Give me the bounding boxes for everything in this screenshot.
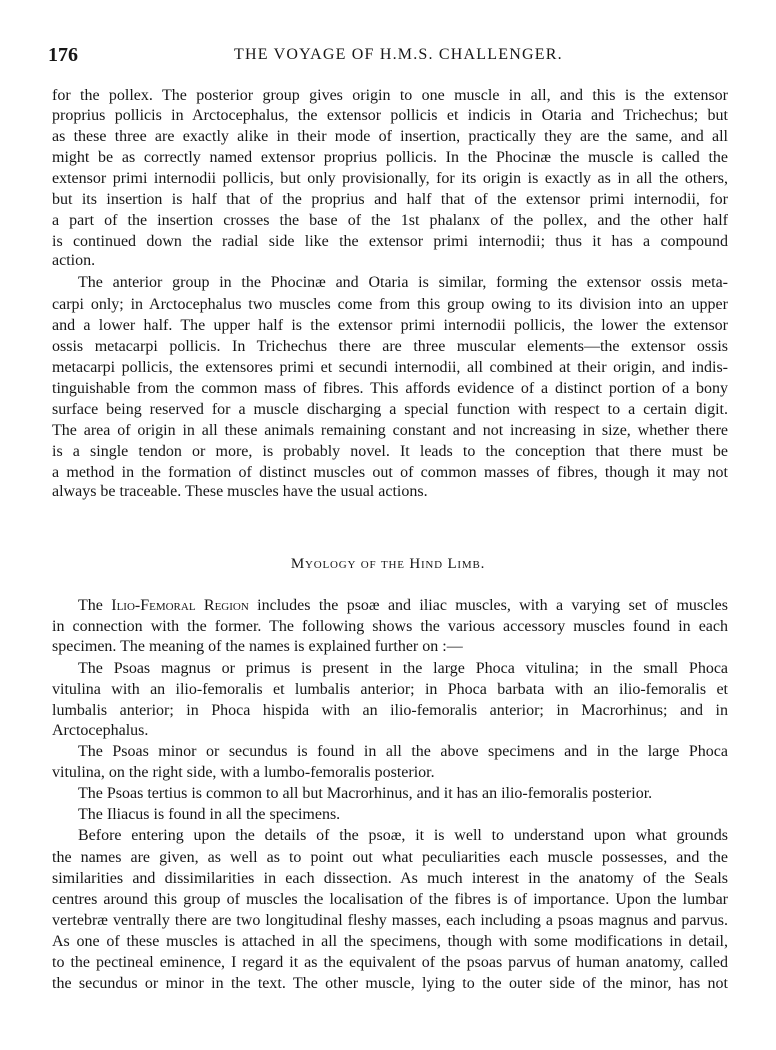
text-line: The Psoas magnus or primus is present in the large Phoca vitulina; in the small Phoca [78, 660, 729, 677]
text-line: extensor primi internodii pollicis, but only provisionally, for its origin is exactly as in all the others, [52, 170, 728, 187]
text-line: vertebræ ventrally there are two longitudinal fleshy masses, each including a psoas magnus and parvus. [52, 912, 728, 929]
text-line: proprius pollicis in Arctocephalus, the extensor pollicis et indicis in Otaria and Trichechus; but [52, 107, 729, 124]
text-line: always be traceable. These muscles have the usual actions. [52, 483, 428, 500]
text-line: ossis metacarpi pollicis. In Trichechus there are three muscular elements—the extensor ossis [52, 338, 729, 355]
text-line: in connection with the former. The following shows the various accessory muscles found in each [52, 618, 728, 635]
text-line: the names are given, as well as to point out what peculiarities each muscle possesses, and the [52, 849, 728, 866]
text-line: lumbalis anterior; in Phoca hispida with an ilio-femoralis anterior; in Macrorhinus; and in [52, 702, 728, 719]
text-line: surface being reserved for a muscle discharging a special function with respect to a certain digit. [52, 401, 728, 418]
text-line: The area of origin in all these animals remaining constant and not increasing in size, whether there [52, 422, 728, 439]
text-line: similarities and dissimilarities in each dissection. As much interest in the anatomy of the Seals [52, 870, 728, 887]
text-line: Arctocephalus. [52, 722, 149, 739]
text-line: The Psoas minor or secundus is found in all the above specimens and in the large Phoca [78, 743, 728, 760]
page-number: 176 [48, 44, 78, 66]
text-line: to the pectineal eminence, I regard it as the equivalent of the psoas parvus of human anatomy, called [52, 954, 728, 971]
text-line: The Psoas tertius is common to all but Macrorhinus, and it has an ilio-femoralis posterior. [78, 785, 653, 802]
text-line: but its insertion is half that of the proprius and half that of the extensor primi internodii, for [52, 191, 728, 208]
text-line: action. [52, 252, 96, 269]
text-line: The Ilio-Femoral Region includes the psoæ and iliac muscles, with a varying set of muscles [78, 597, 728, 614]
text-line: metacarpi pollicis, the extensores primi et secundi internodii, all combined at their origin, and indis- [52, 359, 728, 376]
running-title: THE VOYAGE OF H.M.S. CHALLENGER. [234, 46, 563, 63]
text-line: carpi only; in Arctocephalus two muscles come from this group owing to its division into an upper [52, 296, 728, 313]
text-line: specimen. The meaning of the names is explained further on :— [52, 638, 463, 655]
section-heading: Myology of the Hind Limb. [290, 556, 486, 572]
text-line: tinguishable from the common mass of fibres. This affords evidence of a distinct portion of a bony [52, 380, 728, 397]
text-line: for the pollex. The posterior group gives origin to one muscle in all, and this is the extensor [52, 87, 728, 104]
text-line: vitulina with an ilio-femoralis et lumbalis anterior; in Phoca barbata with an ilio-femoralis et [52, 681, 728, 698]
text-line: Before entering upon the details of the psoæ, it is well to understand upon what grounds [78, 827, 728, 844]
text-line: the secundus or minor in the text. The other muscle, lying to the outer side of the minor, has not [52, 975, 728, 992]
text-line: as these three are exactly alike in their mode of insertion, practically they are the same, and all [52, 128, 728, 145]
text-line: a method in the formation of distinct muscles out of common masses of fibres, though it may not [52, 464, 728, 481]
text-line: The Iliacus is found in all the specimens. [78, 806, 341, 823]
text-line: centres around this group of muscles the localisation of the fibres is of importance. Upon the lumbar [52, 891, 728, 908]
text-line: might be as correctly named extensor proprius pollicis. In the Phocinæ the muscle is called the [52, 149, 728, 166]
text-line: is continued down the radial side like the extensor primi internodii; thus it has a compound [52, 233, 728, 250]
text-line: The anterior group in the Phocinæ and Otaria is similar, forming the extensor ossis meta- [78, 274, 729, 291]
running-head [48, 44, 728, 68]
text-line: vitulina, on the right side, with a lumbo-femoralis posterior. [52, 764, 435, 781]
text-line: a part of the insertion crosses the base of the 1st phalanx of the pollex, and the other half [52, 212, 728, 229]
text-line: As one of these muscles is attached in all the specimens, though with some modifications in detail, [52, 933, 728, 950]
text-line: is a single tendon or more, is probably novel. It leads to the conception that there must be [52, 443, 728, 460]
text-line: and a lower half. The upper half is the extensor primi internodii pollicis, the lower the extensor [52, 317, 728, 334]
